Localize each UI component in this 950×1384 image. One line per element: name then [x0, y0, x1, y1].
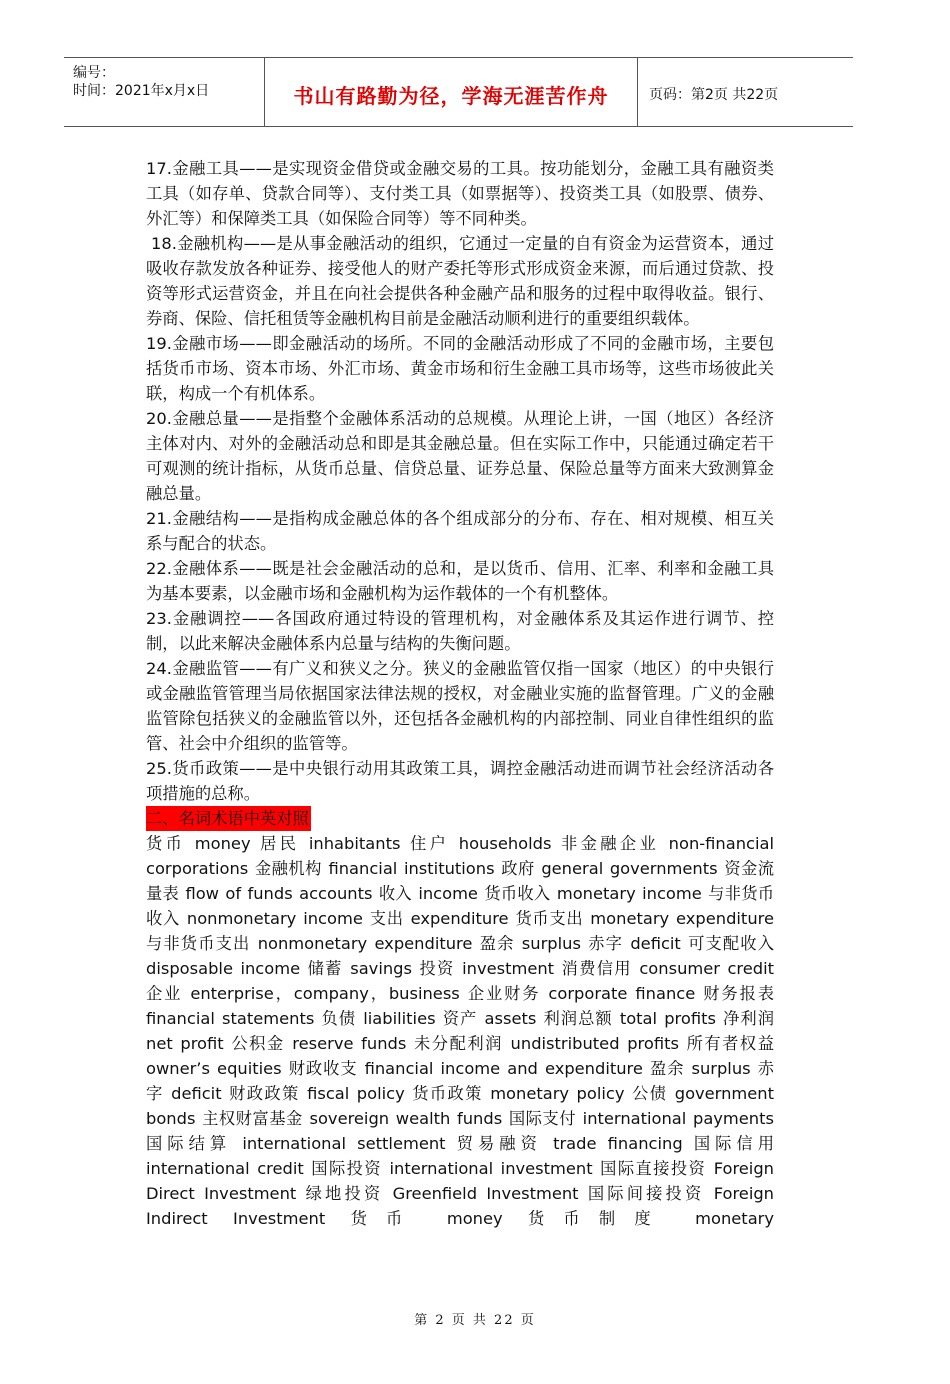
glossary-text: 货币 money 居民 inhabitants 住户 households 非金融企业 non-financial corporations 金融机构 financial institutions 政府 general governments 资金流量表 flow of funds accounts 收入 income 货币收入 monetary income 与非货币收入 nonmonetary income 支出 expenditure 货币支出 monetary expenditure 与非货币支出 nonmonetary expenditure 盈余 surplus 赤字 deficit 可支配收入 disposable income 储蓄 savings 投资 investment 消费信用 consumer credit 企业 enterprise，company，business 企业财务 corporate finance 财务报表 financial statements 负债 liabilities 资产 assets 利润总额 total profits 净利润 net profit 公积金 reserve funds 未分配利润 undistributed profits 所有者权益 owner’s equities 财政收支 financial income and expenditure 盈余 surplus 赤字 deficit 财政政策 fiscal policy 货币政策 monetary policy 公债 government bonds 主权财富基金 sovereign wealth funds 国际支付 international payments 国际结算 international settlement 贸易融资 trade financing 国际信用 international credit 国际投资 international investment 国际直接投资 Foreign Direct Investment 绿地投资 Greenfield Investment 国际间接投资 Foreign Indirect Investment 货币 money 货币制度 monetary [146, 834, 774, 1228]
definition-20: 20.金融总量——是指整个金融体系活动的总规模。从理论上讲，一国（地区）各经济主体对内、对外的金融活动总和即是其金融总量。但在实际工作中，只能通过确定若干可观测的统计指标，从货币总量、信贷总量、证券总量、保险总量等方面来大致测算金融总量。 [146, 409, 774, 503]
header-cell-page [638, 58, 853, 126]
definition-21: 21.金融结构——是指构成金融总体的各个组成部分的分布、存在、相对规模、相互关系与配合的状态。 [146, 509, 774, 553]
header-cell-motto [265, 58, 638, 126]
definition-25: 25.货币政策——是中央银行动用其政策工具，调控金融活动进而调节社会经济活动各项措施的总称。 [146, 759, 774, 803]
page-number-label: 页码：第2页 共22页 [649, 87, 779, 103]
section-title-highlighted: 二、名词术语中英对照 [146, 806, 311, 831]
doc-code-label: 编号： [73, 65, 115, 81]
definition-23: 23.金融调控——各国政府通过特设的管理机构，对金融体系及其运作进行调节、控制，以此来解决金融体系内总量与结构的失衡问题。 [146, 609, 774, 653]
motto: 书山有路勤为径，学海无涯苦作舟 [293, 84, 609, 108]
definition-17: 17.金融工具——是实现资金借贷或金融交易的工具。按功能划分，金融工具有融资类工具（如存单、贷款合同等）、支付类工具（如票据等）、投资类工具（如股票、债券、外汇等）和保障类工具（如保险合同等）等不同种类。 [146, 159, 774, 228]
definition-19: 19.金融市场——即金融活动的场所。不同的金融活动形成了不同的金融市场，主要包括货币市场、资本市场、外汇市场、黄金市场和衍生金融工具市场等，这些市场彼此关联，构成一个有机体系。 [146, 334, 774, 403]
header-cell-meta [64, 58, 265, 126]
definition-22: 22.金融体系——既是社会金融活动的总和，是以货币、信用、汇率、利率和金融工具为基本要素，以金融市场和金融机构为运作载体的一个有机整体。 [146, 559, 774, 603]
definition-18: 18.金融机构——是从事金融活动的组织，它通过一定量的自有资金为运营资本，通过吸收存款发放各种证券、接受他人的财产委托等形式形成资金来源，而后通过贷款、投资等形式运营资金，并且在向社会提供各种金融产品和服务的过程中取得收益。银行、券商、保险、信托租赁等金融机构目前是金融活动顺利进行的重要组织载体。 [146, 234, 774, 328]
document-body [146, 156, 774, 1281]
page-footer: 第 2 页 共 22 页 [414, 1313, 536, 1328]
definition-24: 24.金融监管——有广义和狭义之分。狭义的金融监管仅指一国家（地区）的中央银行或金融监管管理当局依据国家法律法规的授权，对金融业实施的监督管理。广义的金融监管除包括狭义的金融监管以外，还包括各金融机构的内部控制、同业自律性组织的监管、社会中介组织的监管等。 [146, 659, 774, 753]
header-table [64, 57, 853, 127]
doc-time-label: 时间：2021年x月x日 [73, 83, 210, 99]
